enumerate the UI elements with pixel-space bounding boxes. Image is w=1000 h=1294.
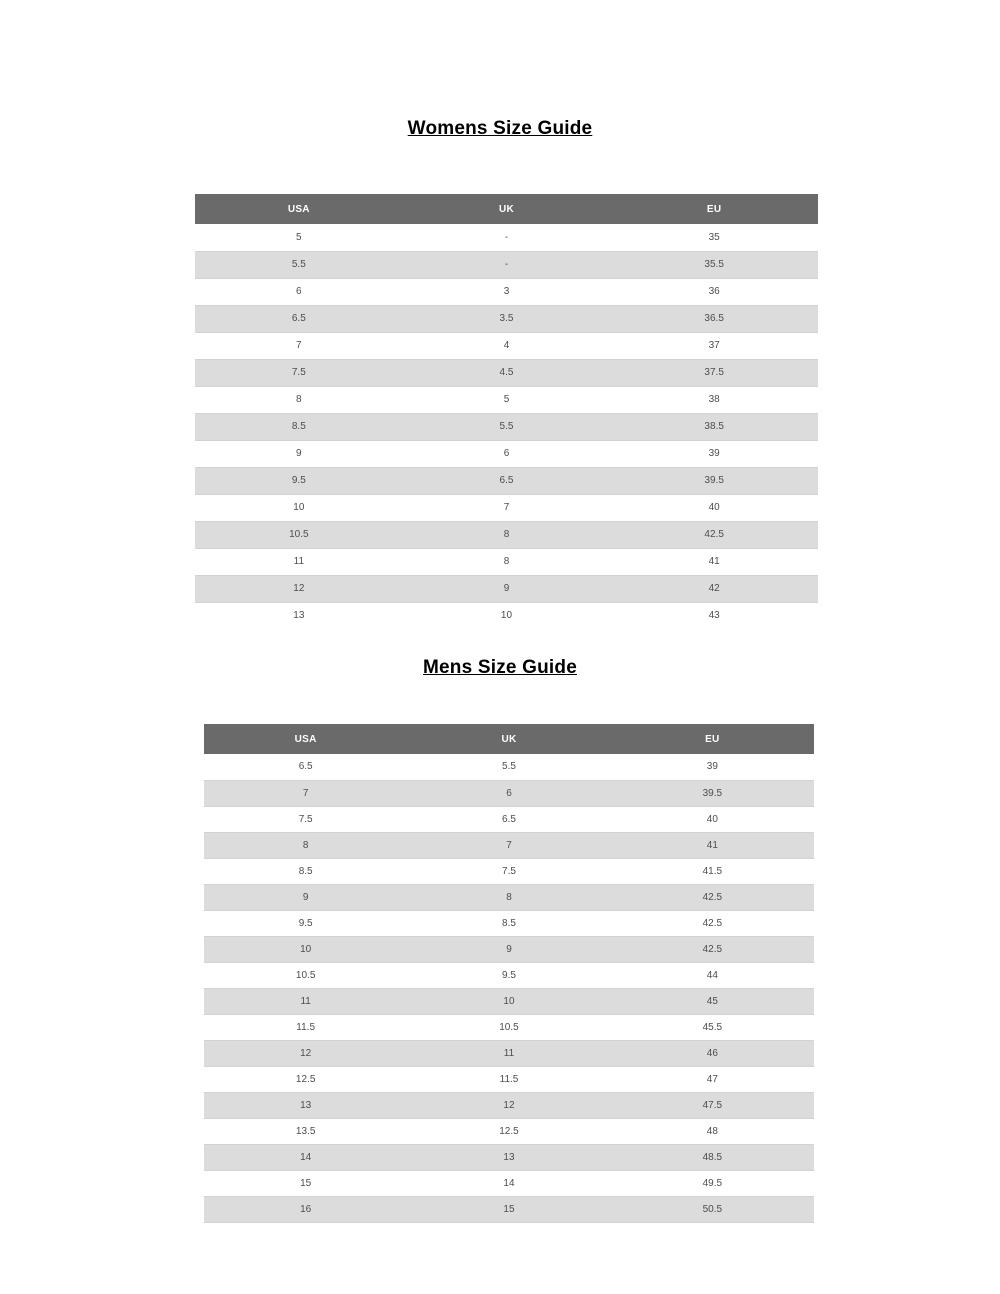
size-cell: 47 [611, 1066, 814, 1092]
size-cell: 37.5 [610, 359, 818, 386]
table-row [204, 1014, 814, 1040]
size-cell: 9 [195, 440, 403, 467]
size-cell: 8.5 [204, 858, 407, 884]
size-cell: 7.5 [407, 858, 610, 884]
size-cell: 40 [611, 806, 814, 832]
size-cell: 9 [403, 575, 611, 602]
size-cell: 3.5 [403, 305, 611, 332]
size-cell: 9.5 [195, 467, 403, 494]
size-cell: 16 [204, 1196, 407, 1222]
size-cell: 49.5 [611, 1170, 814, 1196]
size-cell: 42 [610, 575, 818, 602]
table-row [204, 962, 814, 988]
womens-size-guide-title: Womens Size Guide [407, 118, 593, 139]
size-cell: 13 [204, 1092, 407, 1118]
size-cell: 13 [407, 1144, 610, 1170]
size-cell: 8 [403, 548, 611, 575]
size-cell: 8 [204, 832, 407, 858]
size-cell: 10 [407, 988, 610, 1014]
size-cell: 45.5 [611, 1014, 814, 1040]
size-cell: 39.5 [610, 467, 818, 494]
table-row [204, 1066, 814, 1092]
size-cell: 10 [403, 602, 611, 629]
size-cell: 9 [204, 884, 407, 910]
size-cell: 8.5 [407, 910, 610, 936]
size-cell: 6.5 [204, 754, 407, 780]
table-row [204, 910, 814, 936]
table-row [195, 467, 818, 494]
size-cell: 50.5 [611, 1196, 814, 1222]
size-cell: 42.5 [610, 521, 818, 548]
size-cell: 45 [611, 988, 814, 1014]
table-row [204, 1144, 814, 1170]
size-cell: 36 [610, 278, 818, 305]
size-cell: 10 [204, 936, 407, 962]
size-cell: 7.5 [195, 359, 403, 386]
table-row [195, 602, 818, 629]
size-cell: 3 [403, 278, 611, 305]
size-cell: 8 [195, 386, 403, 413]
table-row [195, 251, 818, 278]
column-header: USA [195, 194, 403, 224]
table-row [204, 988, 814, 1014]
table-row [195, 305, 818, 332]
mens-size-table [204, 724, 814, 1223]
size-cell: 12 [407, 1092, 610, 1118]
size-cell: 5 [403, 386, 611, 413]
table-row [204, 1118, 814, 1144]
size-cell: 8 [407, 884, 610, 910]
size-cell: 10.5 [204, 962, 407, 988]
table-row [195, 575, 818, 602]
size-cell: 5.5 [195, 251, 403, 278]
table-row [195, 413, 818, 440]
mens-table-body [204, 754, 814, 1222]
size-cell: 10.5 [195, 521, 403, 548]
size-cell: 41 [610, 548, 818, 575]
size-cell: 11 [195, 548, 403, 575]
size-cell: - [403, 224, 611, 251]
size-cell: 35.5 [610, 251, 818, 278]
table-row [204, 858, 814, 884]
size-cell: 12 [204, 1040, 407, 1066]
size-cell: 12.5 [204, 1066, 407, 1092]
table-row [204, 884, 814, 910]
size-cell: 15 [204, 1170, 407, 1196]
size-cell: 11 [407, 1040, 610, 1066]
size-cell: 43 [610, 602, 818, 629]
size-cell: 48.5 [611, 1144, 814, 1170]
table-row [204, 1196, 814, 1222]
size-cell: 9.5 [407, 962, 610, 988]
mens-size-guide-title: Mens Size Guide [423, 657, 577, 678]
size-cell: 4.5 [403, 359, 611, 386]
size-cell: 6 [407, 780, 610, 806]
table-row [195, 332, 818, 359]
size-cell: 44 [611, 962, 814, 988]
size-cell: 6.5 [403, 467, 611, 494]
womens-table-body [195, 224, 818, 629]
size-cell: 7 [204, 780, 407, 806]
size-cell: 6.5 [407, 806, 610, 832]
table-row [204, 780, 814, 806]
table-row [195, 440, 818, 467]
table-row [204, 936, 814, 962]
table-row [195, 521, 818, 548]
table-row [195, 386, 818, 413]
size-cell: 41.5 [611, 858, 814, 884]
size-cell: 13 [195, 602, 403, 629]
table-row [195, 548, 818, 575]
size-cell: 9 [407, 936, 610, 962]
size-cell: 7.5 [204, 806, 407, 832]
size-cell: 36.5 [610, 305, 818, 332]
size-cell: 37 [610, 332, 818, 359]
size-cell: 42.5 [611, 910, 814, 936]
size-cell: 39 [610, 440, 818, 467]
size-cell: 10.5 [407, 1014, 610, 1040]
table-row [195, 359, 818, 386]
table-row [204, 1040, 814, 1066]
size-cell: 11.5 [204, 1014, 407, 1040]
column-header: EU [611, 724, 814, 754]
size-cell: 12.5 [407, 1118, 610, 1144]
size-cell: 6 [195, 278, 403, 305]
table-header-row [195, 194, 818, 224]
table-row [195, 278, 818, 305]
table-row [195, 224, 818, 251]
size-cell: 39.5 [611, 780, 814, 806]
size-cell: 11.5 [407, 1066, 610, 1092]
column-header: UK [407, 724, 610, 754]
size-cell: 14 [407, 1170, 610, 1196]
size-cell: 7 [407, 832, 610, 858]
size-cell: 40 [610, 494, 818, 521]
size-cell: 42.5 [611, 884, 814, 910]
table-row [195, 494, 818, 521]
size-cell: 14 [204, 1144, 407, 1170]
size-cell: 8 [403, 521, 611, 548]
size-cell: 46 [611, 1040, 814, 1066]
size-cell: 4 [403, 332, 611, 359]
size-cell: 5 [195, 224, 403, 251]
table-row [204, 754, 814, 780]
size-cell: 11 [204, 988, 407, 1014]
size-cell: 12 [195, 575, 403, 602]
table-row [204, 1170, 814, 1196]
column-header: UK [403, 194, 611, 224]
size-cell: 38.5 [610, 413, 818, 440]
womens-size-table [195, 194, 818, 629]
size-cell: 35 [610, 224, 818, 251]
size-cell: 41 [611, 832, 814, 858]
size-cell: 9.5 [204, 910, 407, 936]
size-cell: 5.5 [407, 754, 610, 780]
size-cell: 10 [195, 494, 403, 521]
table-row [204, 1092, 814, 1118]
table-header-row [204, 724, 814, 754]
size-cell: 5.5 [403, 413, 611, 440]
column-header: USA [204, 724, 407, 754]
size-cell: 8.5 [195, 413, 403, 440]
size-cell: 39 [611, 754, 814, 780]
size-cell: 7 [403, 494, 611, 521]
size-cell: 15 [407, 1196, 610, 1222]
womens-table-head [195, 194, 818, 224]
table-row [204, 806, 814, 832]
size-cell: 6.5 [195, 305, 403, 332]
column-header: EU [610, 194, 818, 224]
mens-table-head [204, 724, 814, 754]
size-cell: 48 [611, 1118, 814, 1144]
size-cell: 13.5 [204, 1118, 407, 1144]
size-cell: 38 [610, 386, 818, 413]
size-cell: 6 [403, 440, 611, 467]
size-cell: 7 [195, 332, 403, 359]
size-cell: - [403, 251, 611, 278]
table-row [204, 832, 814, 858]
size-cell: 47.5 [611, 1092, 814, 1118]
size-cell: 42.5 [611, 936, 814, 962]
